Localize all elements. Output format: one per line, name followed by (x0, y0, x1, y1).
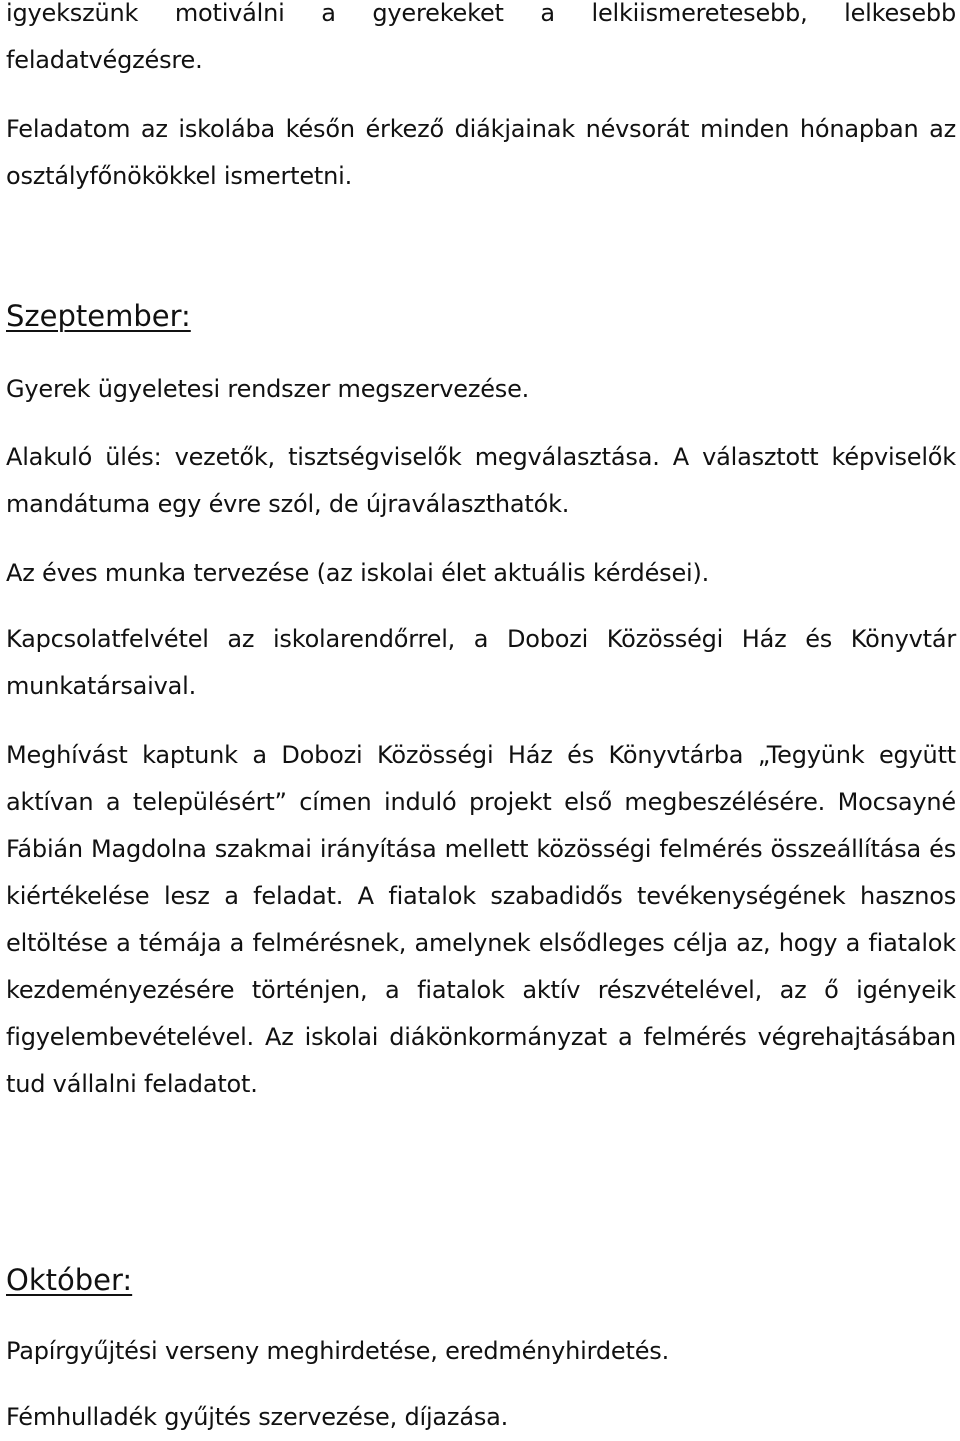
heading-september: Szeptember: (6, 299, 191, 333)
paragraph-late-students: Feladatom az iskolába későn érkező diákjainak névsorát minden hónapban az osztályfőnökökkel ismertetni. (6, 115, 956, 190)
september-item-annual-planning: Az éves munka tervezése (az iskolai élet aktuális kérdései). (6, 559, 710, 587)
paragraph-motivation: igyekszünk motiválni a gyerekeket a lelkiismeretesebb, lelkesebb feladatvégzésre. (6, 0, 956, 74)
october-item-paper-collection: Papírgyűjtési verseny meghirdetése, eredményhirdetés. (6, 1337, 669, 1365)
september-item-inaugural-meeting: Alakuló ülés: vezetők, tisztségviselők megválasztása. A választott képviselők mandátuma egy évre szól, de újraválaszthatók. (6, 443, 956, 518)
september-item-contact: Kapcsolatfelvétel az iskolarendőrrel, a Dobozi Közösségi Ház és Könyvtár munkatársaival. (6, 625, 956, 700)
heading-october: Október: (6, 1263, 133, 1297)
september-item-project-invitation: Meghívást kaptunk a Dobozi Közösségi Ház és Könyvtárba „Tegyünk együtt aktívan a településért” címen induló projekt első megbeszélésére. Mocsayné Fábián Magdolna szakmai irányítása mellett közösségi felmérés összeállítása és kiértékelése lesz a feladat. A fiatalok szabadidős tevékenységének hasznos eltöltése a témája a felmérésnek, amelynek elsődleges célja az, hogy a fiatalok kezdeményezésére történjen, a fiatalok aktív részvételével, az ő igényeik figyelembevételével. Az iskolai diákönkormányzat a felmérés végrehajtásában tud vállalni feladatot. (6, 741, 956, 1098)
october-item-metal-collection: Fémhulladék gyűjtés szervezése, díjazása. (6, 1403, 509, 1431)
september-item-duty-system: Gyerek ügyeletesi rendszer megszervezése. (6, 375, 530, 403)
